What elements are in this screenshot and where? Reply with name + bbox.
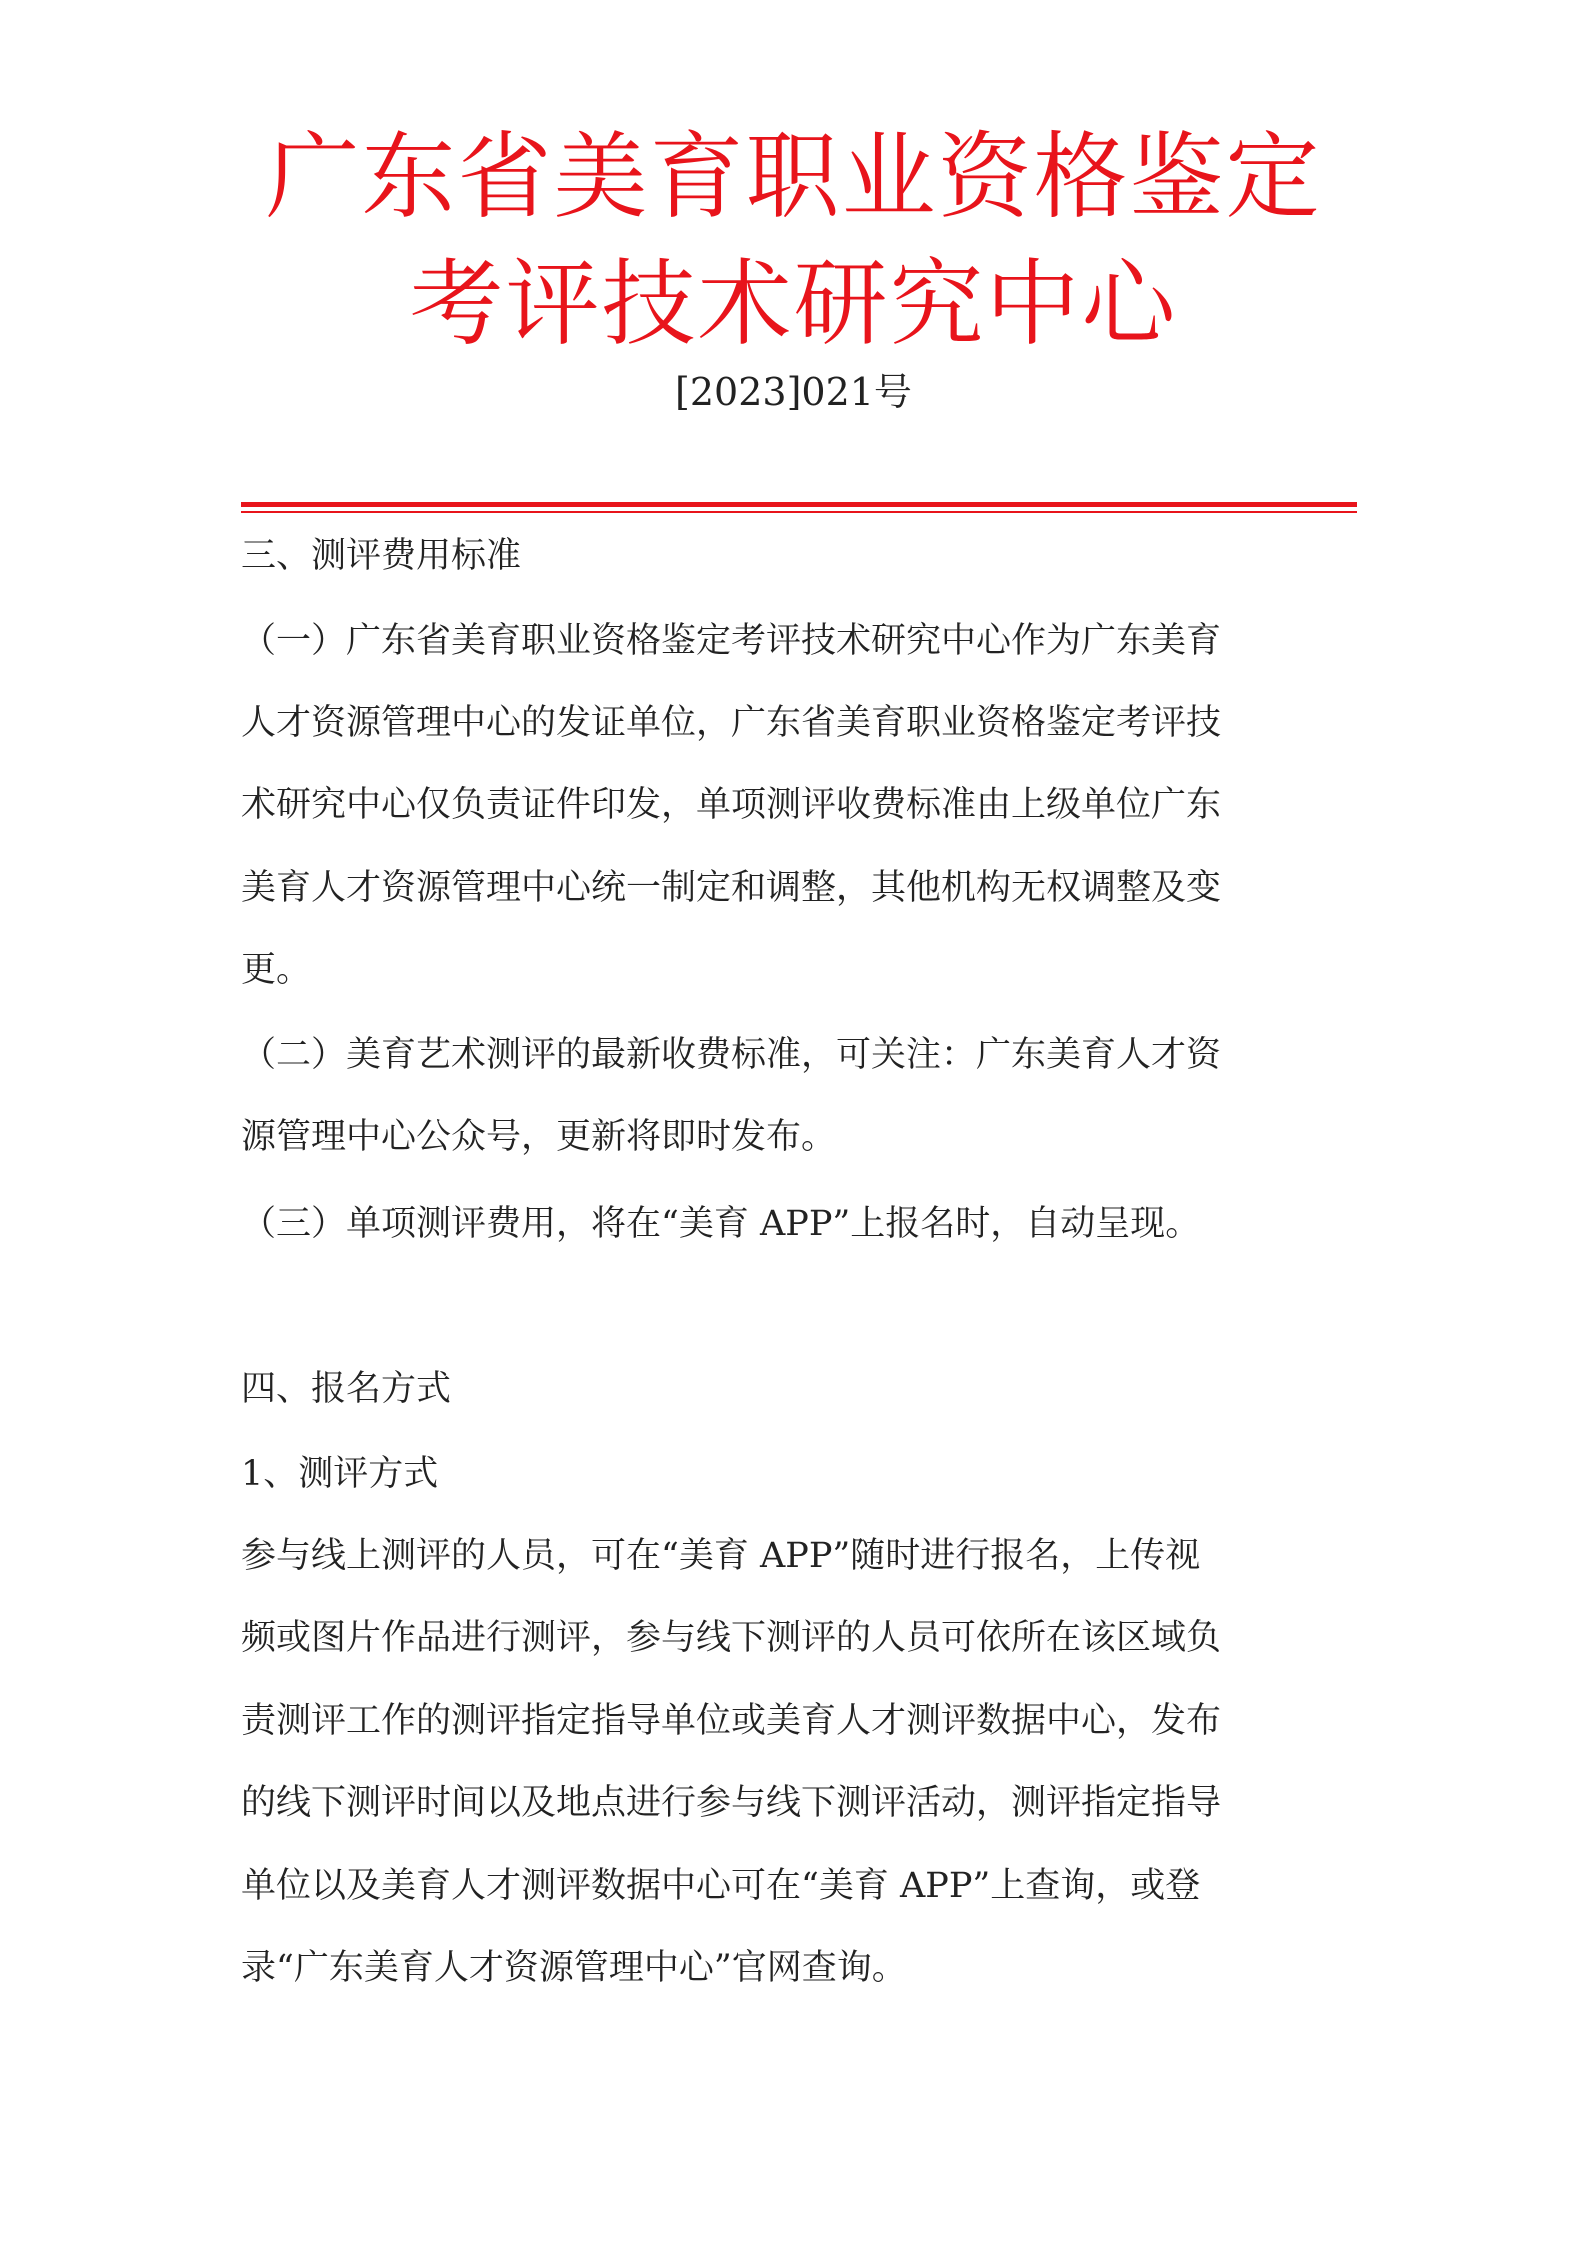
section-3-p1-line: 术研究中心仅负责证件印发，单项测评收费标准由上级单位广东	[241, 785, 1222, 825]
section-3-p3-line: （三）单项测评费用，将在“美育 APP”上报名时，自动呈现。	[241, 1204, 1201, 1244]
document-title-line-2: 考评技术研究中心	[409, 250, 1178, 359]
section-4-subheading: 1、测评方式	[241, 1454, 439, 1494]
section-4-p1-line: 录“广东美育人才资源管理中心”官网查询。	[241, 1948, 907, 1988]
section-3-p1-line: 美育人才资源管理中心统一制定和调整，其他机构无权调整及变	[241, 868, 1222, 908]
section-3-p1-line: 人才资源管理中心的发证单位，广东省美育职业资格鉴定考评技	[241, 703, 1222, 743]
section-3-p2-line: 源管理中心公众号，更新将即时发布。	[241, 1117, 837, 1157]
section-4-p1-line: 责测评工作的测评指定指导单位或美育人才测评数据中心，发布	[241, 1701, 1222, 1741]
section-3-heading: 三、测评费用标准	[241, 536, 522, 576]
document-number: [2023]021号	[675, 370, 912, 414]
section-4-p1-line: 参与线上测评的人员，可在“美育 APP”随时进行报名，上传视	[241, 1536, 1201, 1576]
header-divider-thin	[241, 511, 1357, 513]
section-3-p1-line: （一）广东省美育职业资格鉴定考评技术研究中心作为广东美育	[241, 621, 1222, 661]
section-4-p1-line: 的线下测评时间以及地点进行参与线下测评活动，测评指定指导	[241, 1783, 1222, 1823]
header-divider-thick	[241, 502, 1357, 507]
document-title-line-1: 广东省美育职业资格鉴定	[265, 123, 1322, 232]
section-4-p1-line: 单位以及美育人才测评数据中心可在“美育 APP”上查询，或登	[241, 1866, 1201, 1906]
section-4-p1-line: 频或图片作品进行测评，参与线下测评的人员可依所在该区域负	[241, 1618, 1222, 1658]
section-3-p1-line: 更。	[241, 950, 312, 990]
section-3-p2-line: （二）美育艺术测评的最新收费标准，可关注：广东美育人才资	[241, 1035, 1222, 1075]
section-4-heading: 四、报名方式	[241, 1369, 452, 1409]
